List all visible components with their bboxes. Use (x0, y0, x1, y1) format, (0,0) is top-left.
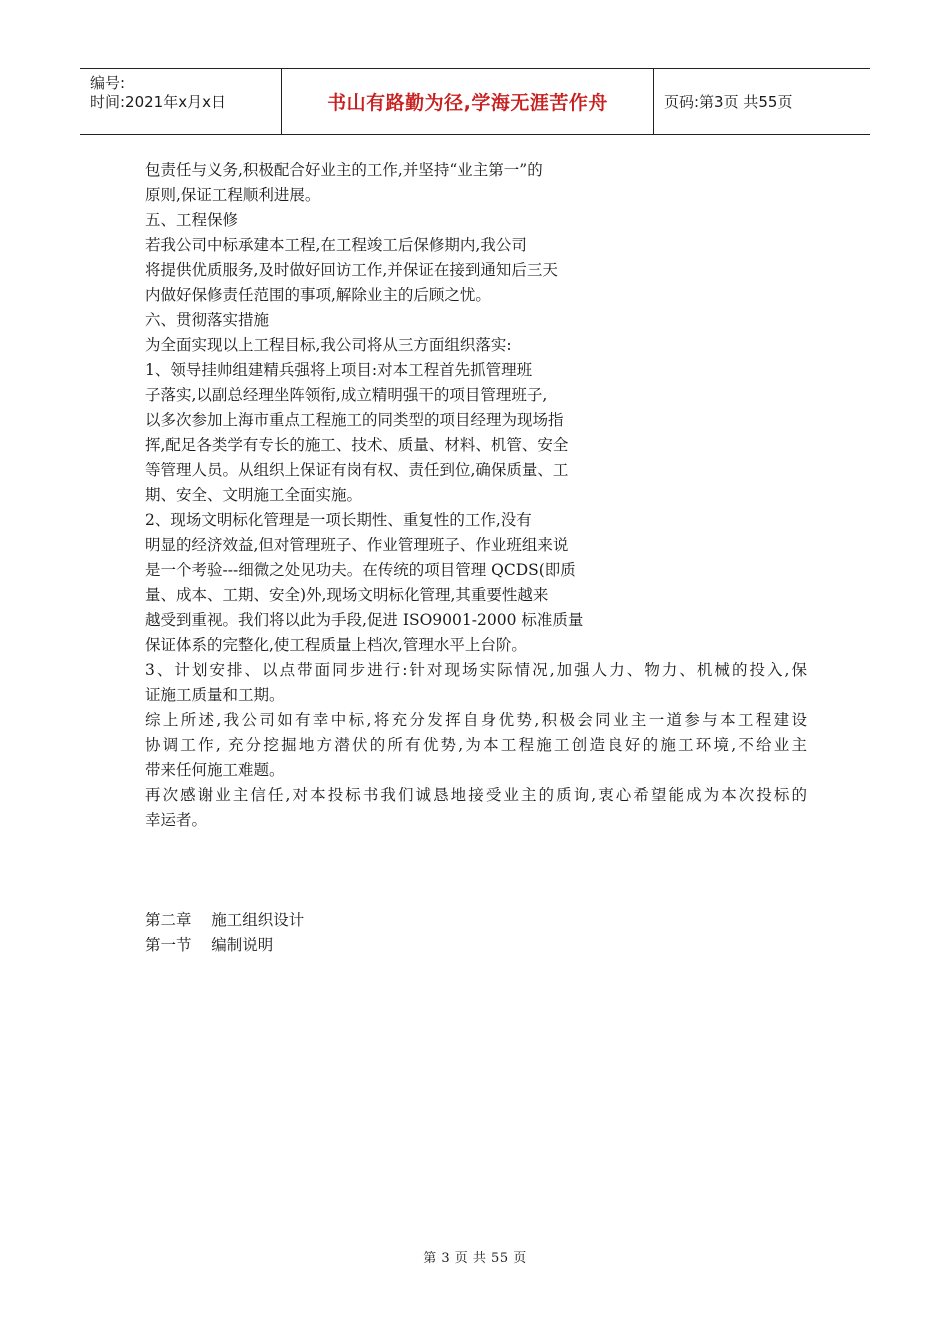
body-line: 保证体系的完整化,使工程质量上档次,管理水平上台阶。 (145, 636, 527, 654)
body-line: 带来任何施工难题。 (145, 761, 285, 779)
header-table (80, 68, 870, 135)
document-body (145, 158, 815, 958)
header-right-cell (654, 69, 870, 134)
body-line: 为全面实现以上工程目标,我公司将从三方面组织落实: (145, 336, 512, 354)
body-line: 协调工作, 充分挖掘地方潜伏的所有优势,为本工程施工创造良好的施工环境,不给业主 (145, 736, 807, 754)
header-left-cell (80, 69, 282, 134)
page-footer: 第 3 页 共 55 页 (423, 1251, 527, 1266)
body-line: 2、现场文明标化管理是一项长期性、重复性的工作,没有 (145, 511, 532, 529)
body-line: 内做好保修责任范围的事项,解除业主的后顾之忧。 (145, 286, 491, 304)
document-number-label: 编号: (90, 74, 126, 92)
spacer (145, 833, 815, 908)
section-heading-measures: 六、贯彻落实措施 (145, 311, 270, 329)
body-line: 以多次参加上海市重点工程施工的同类型的项目经理为现场指 (145, 411, 564, 429)
body-line: 期、安全、文明施工全面实施。 (145, 486, 363, 504)
body-line: 越受到重视。我们将以此为手段,促进 ISO9001-2000 标准质量 (145, 611, 584, 629)
body-line: 3、计划安排、以点带面同步进行:针对现场实际情况,加强人力、物力、机械的投入,保 (145, 661, 807, 679)
header-motto: 书山有路勤为径,学海无涯苦作舟 (327, 92, 608, 114)
body-line: 综上所述,我公司如有幸中标,将充分发挥自身优势,积极会同业主一道参与本工程建设 (145, 711, 807, 729)
body-line: 明显的经济效益,但对管理班子、作业管理班子、作业班组来说 (145, 536, 569, 554)
body-line: 子落实,以副总经理坐阵领衔,成立精明强干的项目管理班子, (145, 386, 548, 404)
body-line: 1、领导挂帅组建精兵强将上项目:对本工程首先抓管理班 (145, 361, 533, 379)
body-line: 包责任与义务,积极配合好业主的工作,并坚持“业主第一”的 (145, 161, 543, 179)
header-middle-cell (282, 69, 654, 134)
body-line: 等管理人员。从组织上保证有岗有权、责任到位,确保质量、工 (145, 461, 569, 479)
body-line: 原则,保证工程顺利进展。 (145, 186, 321, 204)
body-line: 将提供优质服务,及时做好回访工作,并保证在接到通知后三天 (145, 261, 558, 279)
body-line: 证施工质量和工期。 (145, 686, 285, 704)
document-time-label: 时间:2021年x月x日 (90, 93, 226, 111)
body-line: 挥,配足各类学有专长的施工、技术、质量、材料、机管、安全 (145, 436, 569, 454)
body-line: 再次感谢业主信任,对本投标书我们诚恳地接受业主的质询,衷心希望能成为本次投标的 (145, 786, 807, 804)
section-heading-warranty: 五、工程保修 (145, 211, 239, 229)
section-title: 第一节 编制说明 (145, 936, 274, 954)
body-line: 量、成本、工期、安全)外,现场文明标化管理,其重要性越来 (145, 586, 549, 604)
body-line: 若我公司中标承建本工程,在工程竣工后保修期内,我公司 (145, 236, 527, 254)
header-page-code: 页码:第3页 共55页 (664, 93, 793, 111)
body-line: 幸运者。 (145, 811, 208, 829)
chapter-title: 第二章 施工组织设计 (145, 911, 305, 929)
body-line: 是一个考验---细微之处见功夫。在传统的项目管理 QCDS(即质 (145, 561, 576, 579)
